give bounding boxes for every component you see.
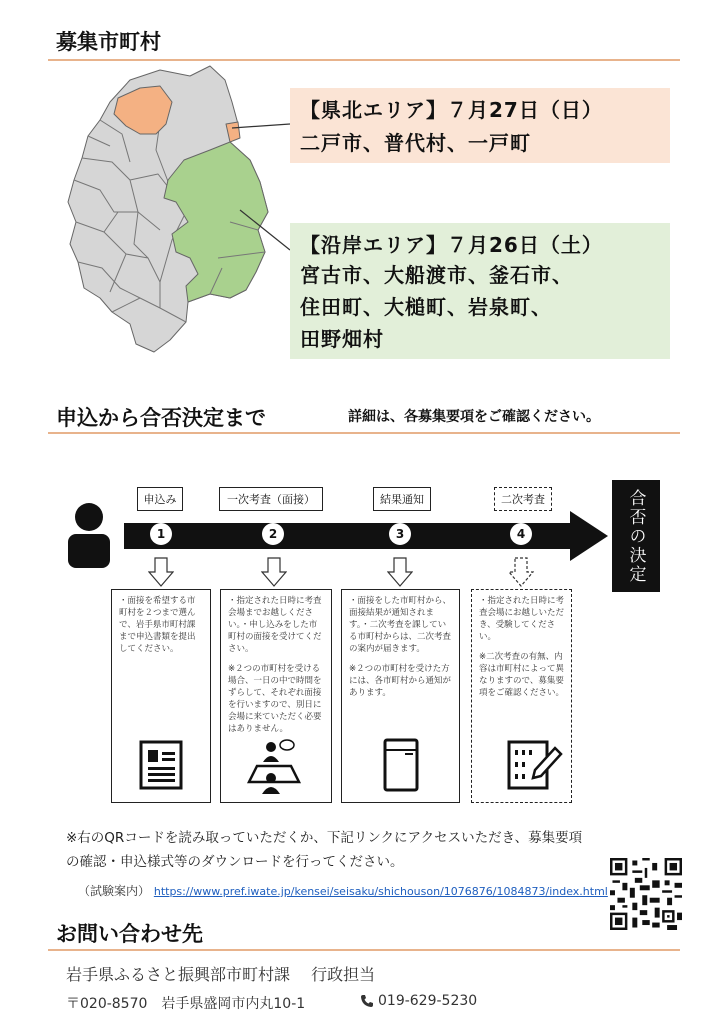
exam-guide-link-line xyxy=(78,882,608,899)
step-label-result: 結果通知 xyxy=(373,487,431,511)
section-process-subtitle: 詳細は、各募集要項をご確認ください。 xyxy=(348,409,600,425)
section-title-municipalities: 募集市町村 xyxy=(56,30,161,54)
process-flow-arrow xyxy=(124,511,610,563)
contact-phone[interactable]: 019-629-5230 xyxy=(378,993,478,1009)
phone-icon xyxy=(360,994,374,1008)
step-description-text: ・指定された日時に考査会場にお越しいただき、受験してください。 xyxy=(479,596,565,642)
step-description-text: ・面接を希望する市町村を２つまで選んで、岩手県市町村課まで申込書類を提出してください。 xyxy=(119,596,196,654)
step-number-1: 1 xyxy=(150,523,172,545)
qr-code-image[interactable] xyxy=(610,858,682,930)
step-description-text: ・指定された日時に考査会場までお越しください。・申し込みをした市町村の面接を受けてください。 xyxy=(228,596,322,654)
section-divider xyxy=(48,949,680,951)
step-label-first-exam: 一次考査（面接） xyxy=(219,487,323,511)
decision-box xyxy=(612,480,660,592)
section-title-contact: お問い合わせ先 xyxy=(56,922,203,946)
decision-label: 合否の決定 xyxy=(625,488,646,584)
map-connector-lines xyxy=(220,110,300,260)
interview-icon xyxy=(243,738,305,794)
step-description-text: ※２つの市町村を受けた方には、各市町村から通知があります。 xyxy=(349,664,452,698)
envelope-icon xyxy=(383,738,419,792)
step-label-second-exam: 二次考査 xyxy=(494,487,552,511)
step-number-2: 2 xyxy=(262,523,284,545)
qr-instruction-line-1: ※右のQRコードを読み取っていただくか、下記リンクにアクセスいただき、募集要項 xyxy=(66,830,583,846)
contact-address: 〒020-8570 岩手県盛岡市内丸10-1 xyxy=(66,996,306,1012)
contact-phone-row xyxy=(360,993,477,1009)
north-area-box xyxy=(290,88,670,163)
section-divider xyxy=(48,432,680,434)
down-arrow-icon xyxy=(387,557,413,587)
coastal-area-line-1: 宮古市、大船渡市、釜石市、 xyxy=(300,263,573,287)
step-label-application: 申込み xyxy=(137,487,183,511)
north-area-municipalities: 二戸市、普代村、一戸町 xyxy=(300,131,531,155)
applicant-person-icon xyxy=(66,502,112,568)
coastal-area-box xyxy=(290,223,670,359)
coastal-area-heading: 【沿岸エリア】７月26日（土） xyxy=(300,233,603,257)
qr-instruction-line-2: の確認・申込様式等のダウンロードを行ってください。 xyxy=(66,854,404,870)
step-description-text: ※２つの市町村を受ける場合、一日の中で時間をずらして、それぞれ面接を行いますので、別日に会場に来ていただく必要はありません。 xyxy=(228,664,322,734)
north-area-heading: 【県北エリア】７月27日（日） xyxy=(300,98,603,122)
step-description-text: ・面接をした市町村から、面接結果が通知されます。・二次考査を課している市町村からは、二次考査の案内が届きます。 xyxy=(349,596,452,654)
step-description-text: ※二次考査の有無、内容は市町村によって異なりますので、募集要項をご確認ください。 xyxy=(479,652,565,698)
coastal-area-line-2: 住田町、大槌町、岩泉町、 xyxy=(300,295,552,319)
exam-icon xyxy=(507,740,563,790)
exam-guide-label: （試験案内） xyxy=(78,884,151,898)
document-icon xyxy=(139,740,183,790)
step-number-3: 3 xyxy=(389,523,411,545)
coastal-area-line-3: 田野畑村 xyxy=(300,327,384,351)
step-number-4: 4 xyxy=(510,523,532,545)
exam-guide-link[interactable]: https://www.pref.iwate.jp/kensei/seisaku/shichouson/1076876/1084873/index.html xyxy=(153,885,608,898)
down-arrow-icon xyxy=(261,557,287,587)
down-arrow-icon xyxy=(508,557,534,587)
section-title-process: 申込から合否決定まで xyxy=(56,406,266,430)
down-arrow-icon xyxy=(148,557,174,587)
section-divider xyxy=(48,59,680,61)
contact-department: 岩手県ふるさと振興部市町村課 行政担当 xyxy=(66,965,376,984)
